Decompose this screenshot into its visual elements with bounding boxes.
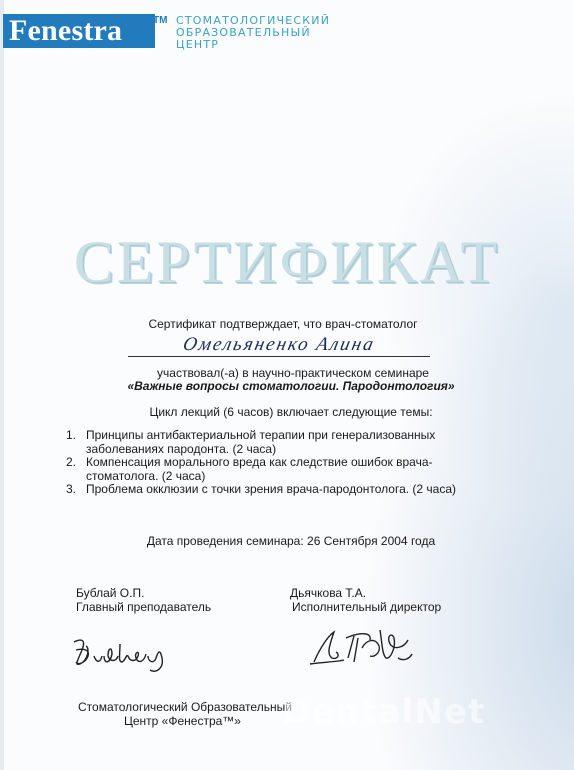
lecture-cycle-text: Цикл лекций (6 часов) включает следующие темы:: [149, 405, 433, 419]
list-item: [66, 456, 496, 483]
certificate-title: СЕРТИФИКАТ: [73, 229, 501, 295]
fenestra-logo: [3, 14, 155, 48]
topic-number: 1.: [66, 428, 77, 442]
list-item: [66, 483, 496, 497]
organization-name: [176, 15, 330, 51]
footer-org-line-1: Стоматологический Образовательный: [78, 700, 292, 714]
org-line-3: ЦЕНТР: [176, 38, 220, 51]
topic-line: Компенсация морального вреда как следствие ошибок врача-: [86, 455, 433, 469]
seminar-title: «Важные вопросы стоматологии. Пародонтология»: [127, 379, 455, 393]
right-signature-icon: [300, 618, 420, 676]
list-item: [66, 429, 496, 456]
left-signature-icon: [64, 628, 174, 678]
topic-line: Проблема окклюзии с точки зрения врача-пародонтолога. (2 часа): [86, 482, 457, 496]
org-line-2: ОБРАЗОВАТЕЛЬНЫЙ: [176, 26, 311, 39]
participation-text: участвовал(-а) в научно-практическом семинаре: [157, 366, 429, 380]
left-signatory-name: Бублай О.П.: [76, 586, 145, 600]
topic-line: Принципы антибактериальной терапии при генерализованных: [86, 428, 436, 442]
topic-line: стоматолога. (2 часа): [86, 468, 206, 483]
topics-list: [66, 429, 496, 497]
site-watermark: DentalNet: [282, 692, 486, 732]
topic-line: заболеваниях пародонта. (2 часа): [86, 441, 277, 456]
recipient-name: Омельяненко Алина: [181, 334, 378, 355]
seminar-date: Дата проведения семинара: 26 Сентября 2004 года: [146, 534, 436, 548]
right-signatory-name: Дьячкова Т.А.: [290, 586, 367, 600]
topic-number: 2.: [66, 455, 77, 469]
right-signatory-role: Исполнительный директор: [292, 600, 442, 614]
confirm-text: Сертификат подтверждает, что врач-стоматолог: [148, 317, 418, 331]
org-line-1: СТОМАТОЛОГИЧЕСКИЙ: [176, 14, 331, 27]
logo-text: Fenestra: [9, 14, 123, 47]
recipient-name-line: [128, 334, 430, 357]
topic-number: 3.: [66, 482, 77, 496]
left-signatory-role: Главный преподаватель: [76, 600, 212, 614]
footer-org-line-2: Центр «Фенестра™»: [124, 714, 241, 728]
trademark-mark: TM: [153, 15, 168, 26]
